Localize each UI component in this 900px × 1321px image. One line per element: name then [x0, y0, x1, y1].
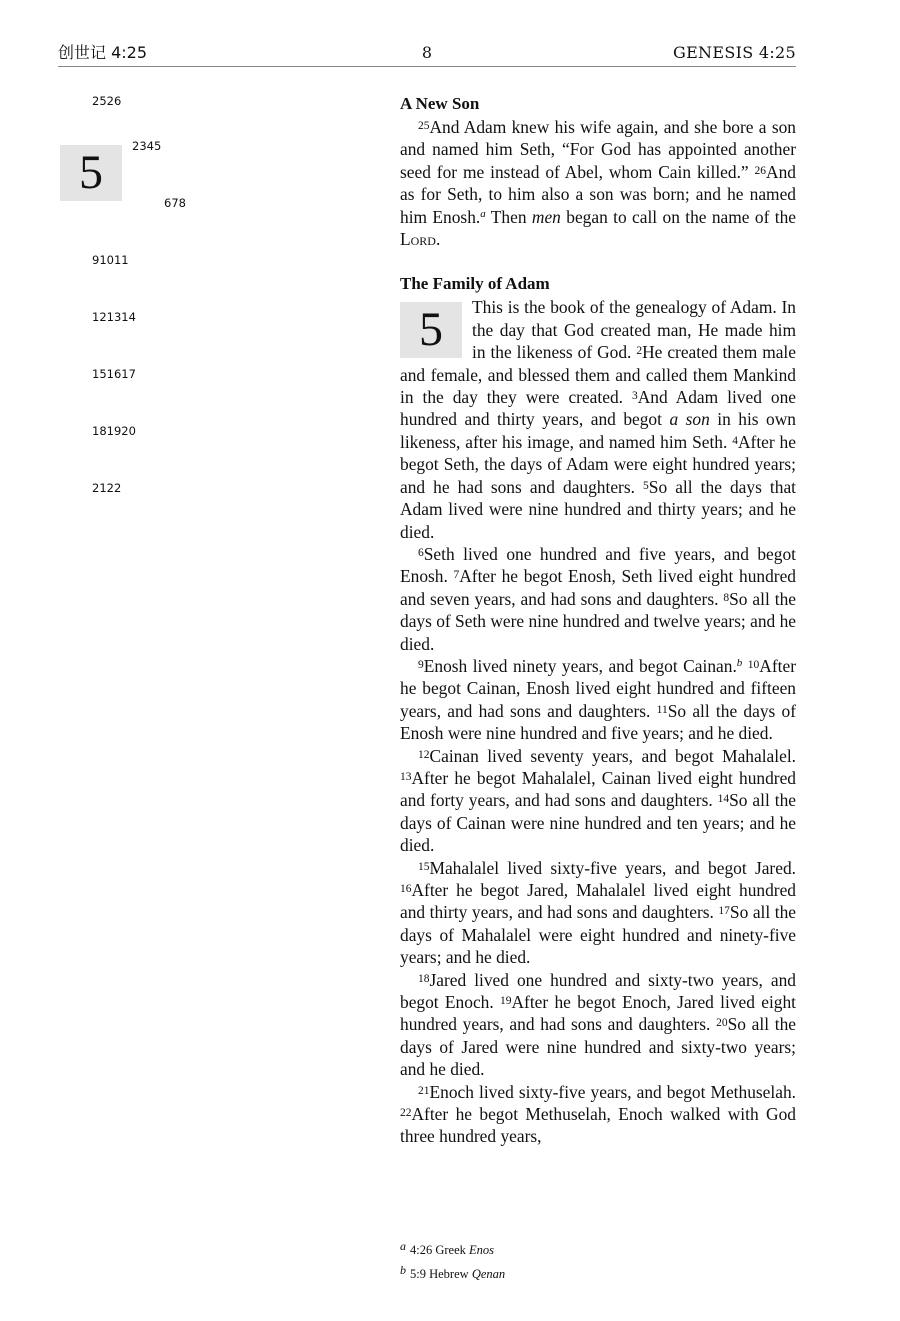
verse-number: 12 — [92, 310, 107, 324]
verse-paragraph — [60, 137, 362, 199]
verse-number: 4 — [732, 434, 738, 447]
paragraph-gap — [60, 445, 362, 479]
verse-number: 10 — [99, 253, 114, 267]
verse-number: 15 — [418, 860, 430, 873]
verse-number: 19 — [500, 995, 512, 1008]
footnotes — [400, 1236, 796, 1284]
verse-text: So all the days of Cainan were nine hundred and ten years; and he died. — [400, 790, 796, 856]
verse-text: Seth lived one hundred and five years, and begot Enosh. — [400, 543, 796, 587]
section-heading: A New Son — [400, 94, 480, 113]
verse-number: 10 — [747, 658, 760, 671]
verse-number: 8 — [723, 591, 730, 604]
small-caps-lord: Lord — [400, 229, 436, 250]
verse-number: 13 — [400, 770, 412, 783]
verse-number: 2 — [132, 139, 140, 153]
footnote-language: Greek — [435, 1243, 466, 1257]
paragraph-gap — [60, 388, 362, 422]
italic-supplied-word: a son — [669, 409, 710, 430]
footnote-item — [400, 1260, 796, 1284]
verse-number: 22 — [400, 1107, 412, 1120]
header-english-reference: GENESIS 4:25 — [673, 43, 796, 62]
footnote-marker: b — [736, 656, 743, 669]
verse-text: After he begot Cainan, Enosh lived eight hundred and fifteen years, and had sons and daughters. — [400, 655, 796, 721]
verse-number: 22 — [106, 481, 122, 495]
verse-number: 6 — [418, 546, 424, 559]
verse-number: 13 — [106, 310, 122, 324]
verse-number: 18 — [418, 972, 430, 985]
verse-paragraph — [60, 479, 362, 502]
verse-number: 20 — [121, 424, 136, 438]
section-gap — [60, 115, 362, 137]
verse-number: 15 — [92, 367, 107, 381]
verse-paragraph — [400, 543, 796, 655]
verse-text: Cainan lived seventy years, and begot Mahalalel. — [429, 745, 796, 766]
verse-number: 4 — [146, 139, 154, 153]
verse-text: After he begot Enoch, Jared lived eight hundred years, and had sons and daughters. — [400, 992, 797, 1035]
verse-number: 5 — [643, 479, 649, 492]
verse-number: 20 — [716, 1017, 728, 1030]
page-number: 8 — [421, 43, 433, 62]
verse-number: 6 — [164, 196, 172, 210]
verse-number: 17 — [121, 367, 136, 381]
verse-text: Jared lived one hundred and sixty-two years, and begot Enoch. — [400, 969, 796, 1013]
verse-number: 19 — [106, 424, 122, 438]
verse-number: 9 — [92, 253, 100, 267]
verse-paragraph — [400, 745, 796, 857]
verse-text: And Adam knew his wife again, and she bore a son and named him Seth, “For God has appointed another seed for me instead of Abel, whom Cain killed.” — [400, 117, 796, 182]
verse-number: 16 — [400, 883, 412, 895]
verse-paragraph — [400, 969, 796, 1081]
verse-number: 7 — [453, 569, 460, 582]
footnote-reference: 5:9 — [410, 1267, 426, 1281]
verse-text: After he begot Enosh, Seth lived eight hundred and seven years, and had sons and daughters. — [400, 566, 796, 609]
running-header — [58, 40, 796, 67]
verse-text: After he begot Jared, Mahalalel lived eight hundred and thirty years, and had sons and daughters. — [400, 880, 796, 923]
verse-paragraph — [400, 857, 796, 969]
footnote-language: Hebrew — [429, 1267, 469, 1281]
verse-number: 25 — [418, 120, 430, 132]
verse-text: Enoch lived sixty-five years, and begot Methuselah. — [429, 1081, 796, 1102]
verse-number: 11 — [113, 253, 129, 267]
verse-number: 16 — [106, 367, 122, 381]
verse-number: 25 — [92, 94, 107, 108]
italic-supplied-word: men — [531, 206, 561, 227]
footnote-word: Qenan — [471, 1267, 506, 1281]
verse-number: 21 — [418, 1084, 430, 1097]
verse-text: After he begot Methuselah, Enoch walked with God three hundred years, — [400, 1104, 796, 1147]
verse-paragraph — [400, 1081, 796, 1148]
verse-text: This is the book of the genealogy of Adam. In the day that God created man, He made him in the likeness of God. — [472, 297, 796, 363]
verse-number: 3 — [139, 139, 147, 153]
verse-paragraph — [400, 655, 796, 745]
verse-number: 7 — [171, 196, 179, 210]
paragraph-gap — [60, 274, 362, 308]
verse-number: 26 — [754, 164, 767, 177]
verse-text: began to call on the name of the — [560, 206, 796, 227]
footnote-item — [400, 1236, 796, 1260]
verse-number: 14 — [717, 793, 730, 806]
verse-text: So all the days of Mahalalel were eight hundred and ninety-five years; and he died. — [400, 902, 796, 968]
english-column — [400, 92, 796, 1148]
footnote-word: Enos — [469, 1243, 495, 1257]
section-gap — [400, 250, 796, 272]
verse-text: So all the days of Enosh were nine hundred and five years; and he died. — [400, 700, 796, 744]
verse-number: 11 — [656, 703, 668, 716]
verse-text: Mahalalel lived sixty-five years, and begot Jared. — [429, 857, 796, 878]
chapter-number-dropcap: 5 — [400, 302, 462, 358]
verse-text: He created them male and female, and blessed them and called them Mankind in the day they were created. — [400, 342, 796, 408]
verse-paragraph — [400, 296, 796, 542]
footnote-reference: 4:26 — [410, 1243, 433, 1257]
chapter-number-dropcap: 5 — [60, 145, 122, 201]
paragraph-gap — [60, 217, 362, 251]
verse-text: So all the days that Adam lived were nine hundred and thirty years; and he died. — [400, 476, 796, 542]
paragraph-gap — [60, 331, 362, 365]
verse-paragraph — [60, 251, 362, 274]
verse-paragraph — [60, 365, 362, 388]
verse-text: So all the days of Seth were nine hundred and twelve years; and he died. — [400, 588, 796, 654]
verse-text: After he begot Seth, the days of Adam were eight hundred years; and he had sons and daughters. — [400, 431, 796, 497]
verse-paragraph — [60, 92, 362, 115]
footnote-mark: a — [400, 1239, 406, 1253]
header-chinese-reference: 创世记 4:25 — [58, 43, 148, 62]
chinese-column — [60, 92, 362, 502]
verse-text: And Adam lived one hundred and thirty years, and begot — [400, 387, 796, 430]
footnote-marker: a — [480, 207, 486, 220]
verse-text: Enosh lived ninety years, and begot Cainan. — [423, 655, 737, 676]
verse-number: 2 — [636, 345, 643, 358]
verse-paragraph — [60, 308, 362, 331]
verse-number: 17 — [718, 905, 730, 918]
verse-paragraph — [60, 422, 362, 445]
verse-text: After he begot Mahalalel, Cainan lived eight hundred and forty years, and had sons and daughters. — [400, 767, 796, 811]
verse-text: And as for Seth, to him also a son was born; and he named him Enosh. — [400, 161, 796, 227]
verse-number: 26 — [106, 94, 122, 108]
verse-number: 12 — [418, 748, 430, 761]
verse-paragraph — [400, 116, 796, 250]
verse-number: 14 — [121, 310, 136, 324]
footnote-mark: b — [400, 1263, 406, 1277]
verse-number: 8 — [178, 196, 186, 210]
verse-text: in his own likeness, after his image, and named him Seth. — [400, 409, 796, 452]
section-heading: The Family of Adam — [400, 274, 550, 294]
verse-number: 9 — [418, 658, 424, 671]
verse-text: . — [435, 229, 441, 250]
verse-text: Then — [485, 206, 532, 227]
verse-number: 5 — [153, 139, 162, 153]
verse-text: So all the days of Jared were nine hundred and sixty-two years; and he died. — [400, 1014, 796, 1080]
verse-number: 3 — [631, 390, 638, 403]
verse-number: 21 — [92, 481, 107, 495]
verse-number: 18 — [92, 424, 107, 438]
